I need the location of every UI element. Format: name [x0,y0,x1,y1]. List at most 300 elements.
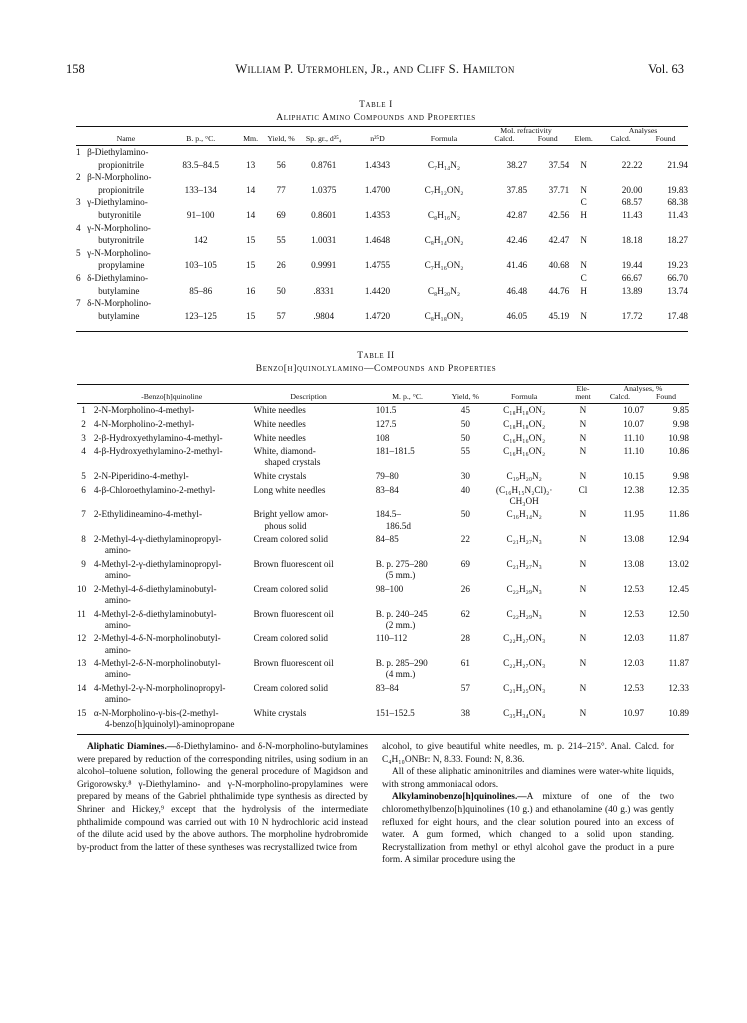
analysis-found: 18.27 [667,235,688,246]
mol-ref-calcd: 41.46 [506,260,528,271]
compound-name-cell [90,533,254,558]
analysis-found: 9.98 [672,470,689,481]
mol-ref-label: Mol. refractivity [500,126,552,135]
yield: 56 [276,159,286,170]
analysis-found: 9.98 [672,418,689,429]
table-row [77,483,689,508]
mol-ref-found-label: Found [537,134,558,143]
description-line: Cream colored solid [253,583,329,594]
analysis-calcd: 10.97 [623,707,644,718]
formula-cell [479,632,569,657]
table-row [76,310,688,323]
compound-name-line: 2-Methyl-4-δ-N-morpholinobutyl- [93,633,221,644]
compound-name-cell [90,470,254,484]
formula-line: C₂₂H₂₇ON₃ [503,633,546,644]
analysis-found: 11.86 [668,509,689,520]
formula-line: C₂₂H₂₉N₃ [506,608,542,619]
description-line: White needles [253,432,306,443]
mol-ref-calcd-label: Calcd. [494,134,515,143]
empty-cell [483,146,527,159]
compound-name-cell [90,607,254,632]
formula-line: (C₁₆H₁₅N₂Cl)₂· [495,484,553,495]
element: N [579,446,587,457]
analysis-calcd: 22.22 [621,159,643,170]
table2-body [77,404,689,732]
section-heading-aliphatic-diamines: Aliphatic Diamines.— [87,742,177,752]
element: C [580,272,587,283]
formula: C₇H₁₄N₂ [427,159,461,170]
empty-cell [76,259,87,272]
analysis-calcd: 10.15 [623,470,644,481]
element: N [579,682,587,693]
boiling-point: 133–134 [184,184,217,195]
mol-ref-calcd: 38.27 [506,159,528,170]
row-number: 6 [81,484,86,495]
formula-line: C₁₆H₁₄N₂ [506,509,542,520]
row-number: 7 [76,298,81,309]
refractive-index: 1.4720 [364,310,391,321]
pressure-mm: 14 [245,209,256,220]
empty-cell [598,171,642,184]
analysis-calcd: 12.53 [623,583,644,594]
formula: C₈H₂₀N₂ [427,285,461,296]
empty-cell [642,247,688,260]
compound-name-line: 2-β-Hydroxyethylamino-4-methyl- [93,432,223,443]
element: H [580,209,587,220]
table2-bottom-rule [77,734,689,735]
analysis-found: 10.89 [668,707,689,718]
element: N [579,707,587,718]
analysis-found: 12.35 [668,484,689,495]
melting-point-line: 184.5– [375,509,401,520]
t2-analyses-label: Analyses, % [623,384,663,393]
formula-cell [479,706,569,731]
compound-name-line2: propionitrile [98,159,145,170]
element: N [579,509,587,520]
compound-name-cell [90,483,254,508]
description-line: White needles [253,405,306,416]
compound-name-line: amino- [104,619,131,630]
formula-cell [479,657,569,682]
analysis-found: 12.50 [668,608,689,619]
table-row [77,431,689,445]
compound-name-cell [90,431,254,445]
analysis-calcd: 11.95 [623,509,644,520]
yield: 28 [460,633,470,644]
compound-name-line2: butyronitrile [98,235,145,246]
row-number: 4 [81,446,86,457]
yield: 38 [460,707,470,718]
table1-caption: Aliphatic Amino Compounds and Properties [276,113,476,123]
running-title-text: William P. Utermohlen, Jr., and Cliff S. Hamilton [235,62,515,76]
melting-point-line: 151–152.5 [375,707,415,718]
compound-name-line: 4-Methyl-2-δ-diethylaminobutyl- [93,608,217,619]
table1 [76,126,688,322]
analysis-found: 68.38 [667,197,688,208]
formula-line: C₁₈H₁₈ON₂ [503,405,546,416]
row-number: 15 [77,707,87,718]
formula-cell [479,607,569,632]
mol-ref-calcd: 46.48 [506,285,528,296]
yield: 69 [460,558,470,569]
pressure-mm: 15 [245,310,256,321]
melting-point-line: B. p. 285–290 [375,658,428,669]
row-number: 1 [81,405,86,416]
row-number: 8 [81,534,86,545]
body-paragraph: All of these aliphatic aminonitriles and diamines were water-white liquids, with strong ammoniacal odors. [382,767,674,790]
element: N [579,658,587,669]
empty-cell [569,171,598,184]
analysis-found: 10.86 [668,446,689,457]
description-line: Bright yellow amor- [253,509,329,520]
row-number: 10 [77,583,87,594]
analysis-found: 10.98 [668,432,689,443]
pressure-mm: 15 [245,260,256,271]
pressure-mm: 14 [245,184,256,195]
element: N [579,432,587,443]
refractive-index: 1.4648 [364,235,391,246]
analysis-found: 19.83 [667,184,688,195]
description-cell [254,431,364,445]
empty-cell [527,146,569,159]
compound-name-line: amino- [104,644,131,655]
yield: 69 [276,209,286,220]
empty-cell [527,196,569,209]
refractive-index: 1.4343 [364,159,391,170]
compound-name-cell [90,418,254,432]
formula-cell [479,533,569,558]
row-number: 12 [77,633,87,644]
yield: 55 [460,446,470,457]
col-header-nd: n²⁵D [370,134,385,143]
description-line: Cream colored solid [253,534,329,545]
specific-gravity: .9804 [313,310,335,321]
melting-point-cell [364,706,452,731]
pressure-mm: 16 [245,285,256,296]
table2-label: Table II [357,351,395,361]
analysis-found: 11.87 [668,658,689,669]
t2-col-header-formula: Formula [510,392,538,401]
empty-cell [76,159,87,172]
row-number: 3 [81,432,86,443]
analysis-found: 17.48 [667,310,688,321]
volume-label: Vol. 63 [648,62,684,76]
t2-col-header-mp: M. p., °C. [392,392,423,401]
col-header-analyses [598,127,688,146]
compound-name-line: 4-β-Chloroethylamino-2-methyl- [93,484,216,495]
analysis-calcd: 17.72 [621,310,643,321]
col-header-name: Name [116,134,136,143]
empty-cell [483,171,527,184]
body-column-left [77,741,368,854]
description-line: White crystals [253,470,307,481]
compound-name-line: 2-Ethylidineamino-4-methyl- [93,509,203,520]
description-line: White, diamond- [253,446,316,457]
compound-name-line: 2-Methyl-4-δ-diethylaminobutyl- [93,583,217,594]
compound-name-line: amino- [104,594,131,605]
analysis-calcd: 13.08 [623,558,644,569]
formula-line: C₂₁H₂₇N₃ [506,558,542,569]
yield: 50 [276,285,286,296]
empty-cell [642,146,688,159]
t2-col-header-yield: Yield, % [451,392,479,401]
compound-name-line: amino- [104,570,131,581]
boiling-point: 83.5–84.5 [182,159,220,170]
specific-gravity: 0.8761 [311,159,337,170]
yield: 45 [460,405,470,416]
table-row [76,272,688,285]
yield: 30 [460,470,470,481]
formula-cell [479,431,569,445]
empty-cell [527,222,569,235]
compound-name-line1: β-N-Morpholino- [87,172,152,183]
compound-name-line1: γ-Diethylamino- [87,197,148,208]
analysis-calcd: 11.43 [622,209,643,220]
empty-cell [483,222,527,235]
melting-point-line: 98–100 [375,583,404,594]
col-header-mm: Mm. [243,134,259,143]
empty-cell [569,297,598,310]
melting-point-cell [364,418,452,432]
compound-name-line: 4-benzo[h]quinolyl)-aminopropane [104,718,235,729]
compound-name-line: 4-β-Hydroxyethylamino-2-methyl- [93,446,223,457]
yield: 50 [460,418,470,429]
compound-name-line1: β-Diethylamino- [87,147,149,157]
table-row [77,418,689,432]
mol-ref-found: 40.68 [548,260,570,271]
mol-ref-found: 44.76 [548,285,570,296]
table-row [76,146,688,159]
row-number: 13 [77,658,87,669]
mol-ref-found: 37.54 [548,159,570,170]
analysis-calcd: 11.10 [623,446,644,457]
melting-point-line: (4 mm.) [385,669,416,680]
compound-name-line2: butyronitile [98,209,141,220]
row-number: 14 [77,682,87,693]
formula-line: C₁₆H₁₆ON₂ [503,432,546,443]
melting-point-line: 83–84 [375,484,399,495]
analysis-found: 21.94 [667,159,688,170]
formula-cell [479,418,569,432]
melting-point-line: 186.5d [385,520,411,531]
compound-name-line1: δ-Diethylamino- [87,272,149,283]
yield: 62 [460,608,470,619]
compound-name-cell [90,657,254,682]
description-cell [254,404,364,418]
melting-point-cell [364,483,452,508]
col-header-mol-ref [483,127,569,146]
col-header-sp-gr: Sp. gr., d²⁵₄ [305,134,342,143]
description-line: Long white needles [253,484,326,495]
specific-gravity: 0.8601 [311,209,337,220]
boiling-point: 103–105 [184,260,217,271]
table-row [77,533,689,558]
compound-name-line2: propionitrile [98,184,145,195]
analysis-calcd: 11.10 [623,432,644,443]
compound-name-line: α-N-Morpholino-γ-bis-(2-methyl- [93,707,219,718]
table-row [77,632,689,657]
mol-ref-found: 37.71 [548,184,570,195]
element: N [579,558,587,569]
melting-point-line: 108 [375,432,390,443]
running-title [66,62,684,77]
compound-name-line: amino- [104,545,131,556]
element: N [579,633,587,644]
mol-ref-calcd: 37.85 [506,184,528,195]
melting-point-line: B. p. 240–245 [375,608,428,619]
row-number: 9 [81,558,86,569]
row-number: 3 [76,197,81,208]
analysis-found: 12.45 [668,583,689,594]
empty-cell [527,247,569,260]
row-number: 11 [77,608,86,619]
compound-name-line: amino- [104,669,131,680]
row-number: 7 [81,509,86,520]
description-line: phous solid [264,520,307,531]
specific-gravity: 1.0375 [311,184,337,195]
melting-point-line: 84–85 [375,534,399,545]
running-header [66,62,684,78]
element: N [579,608,587,619]
element: N [579,405,587,416]
analysis-calcd: 20.00 [621,184,643,195]
compound-name-line: 4-Methyl-2-γ-diethylaminopropyl- [93,558,222,569]
analysis-found: 13.74 [667,285,688,296]
empty-cell [642,297,688,310]
formula-line: C₂₁H₂₅ON₃ [503,682,546,693]
compound-name-line: 2-N-Morpholino-4-methyl- [93,405,195,416]
table-row [77,657,689,682]
table1-label: Table I [359,100,393,110]
formula-line: C₁₆H₁₆ON₂ [503,446,546,457]
formula-cell [479,445,569,470]
col-header-elem: Elem. [574,134,593,143]
description-cell [254,706,364,731]
body-paragraph: alcohol, to give beautiful white needles, m. p. 214–215°. Anal. Calcd. for C₄H₁₀ONBr: N, 8.33. Found: N, 8.36. [382,742,674,765]
yield: 26 [460,583,470,594]
formula-cell [479,470,569,484]
table-row [76,259,688,272]
analysis-found: 66.70 [667,272,688,283]
yield: 77 [276,184,286,195]
compound-name-line: 4-Methyl-2-δ-N-morpholinobutyl- [93,658,221,669]
analysis-found: 11.43 [667,209,688,220]
description-line: shaped crystals [264,457,321,468]
formula-line: C₁₈H₁₈ON₂ [503,418,546,429]
element: N [579,534,587,545]
table-row [76,184,688,197]
empty-cell [527,272,569,285]
table-row [76,171,688,184]
empty-cell [483,272,527,285]
mol-ref-calcd: 46.05 [506,310,528,321]
pressure-mm: 15 [245,235,256,246]
empty-cell [598,146,642,159]
description-line: Cream colored solid [253,633,329,644]
compound-name-cell [90,682,254,707]
melting-point-cell [364,682,452,707]
description-cell [254,533,364,558]
compound-name-line2: butylamine [98,285,140,296]
table-row [76,222,688,235]
t2-col-header-desc: Description [290,392,327,401]
element: N [580,235,587,246]
t2-col-header-name: -Benzo[h]quinoline [141,392,203,401]
formula: C₈H₁₈ON₂ [424,310,464,321]
empty-cell [527,297,569,310]
mol-ref-found: 45.19 [548,310,570,321]
t2-col-header-analyses [597,385,689,404]
element: N [580,260,587,271]
empty-cell [642,171,688,184]
empty-cell [76,234,87,247]
yield: 26 [276,260,286,271]
yield: 61 [460,658,470,669]
description-cell [254,632,364,657]
empty-cell [76,285,87,298]
table-row [76,247,688,260]
mol-ref-calcd: 42.87 [506,209,528,220]
melting-point-line: 79–80 [375,470,399,481]
body-column-right [382,741,674,867]
element: N [579,470,587,481]
table-row [77,706,689,731]
analysis-found: 13.02 [668,558,689,569]
row-number: 2 [81,418,86,429]
table-row [77,404,689,418]
analysis-found: 12.33 [668,682,689,693]
refractive-index: 1.4700 [364,184,391,195]
yield: 50 [460,509,470,520]
element: H [580,285,587,296]
t2-found-label: Found [656,392,676,401]
refractive-index: 1.4353 [364,209,391,220]
formula-line: CH₃OH [509,495,539,506]
empty-cell [76,310,87,323]
yield: 40 [460,484,470,495]
melting-point-cell [364,404,452,418]
formula-line: C₂₂H₂₉N₃ [506,583,542,594]
empty-cell [569,247,598,260]
description-cell [254,418,364,432]
empty-cell [598,297,642,310]
analysis-found: 11.87 [668,633,689,644]
empty-cell [76,184,87,197]
table1-header-row [76,127,688,146]
empty-cell [569,146,598,159]
melting-point-cell [364,533,452,558]
description-line: White needles [253,418,306,429]
analysis-calcd: 66.67 [621,272,643,283]
yield: 55 [276,235,286,246]
table-row [76,159,688,172]
element: N [579,418,587,429]
empty-cell [483,196,527,209]
description-cell [254,682,364,707]
analysis-calcd: 12.53 [623,682,644,693]
melting-point-line: (2 mm.) [385,619,416,630]
element: Cl [578,484,588,495]
body-paragraph: δ-Diethylamino- and δ-N-morpholino-butylamines were prepared by reduction of the corresponding nitriles, using sodium in an alcohol–toluene solution, following the general procedure of Magidson and Grigorowsky.⁸ γ-Diethylamino- and γ-N-morpholino-propylamines were prepared by means of the Gabriel phthalimide type synthesis as directed by Shriner and Hickey,⁹ except that the hydrolysis of the intermediate phthalimide compound was carried out with 10 N hydrochloric acid instead of the dilute acid used by the above authors. The morpholine hydrobromide by-product from the latter of these syntheses was recrystallized twice from [77,742,368,853]
melting-point-line: 101.5 [375,405,397,416]
row-number: 5 [81,470,86,481]
empty-cell [598,247,642,260]
compound-name-cell [90,632,254,657]
mol-ref-calcd: 42.46 [506,235,528,246]
analysis-calcd: 10.07 [623,418,644,429]
table-row [76,297,688,310]
compound-name-cell [90,404,254,418]
